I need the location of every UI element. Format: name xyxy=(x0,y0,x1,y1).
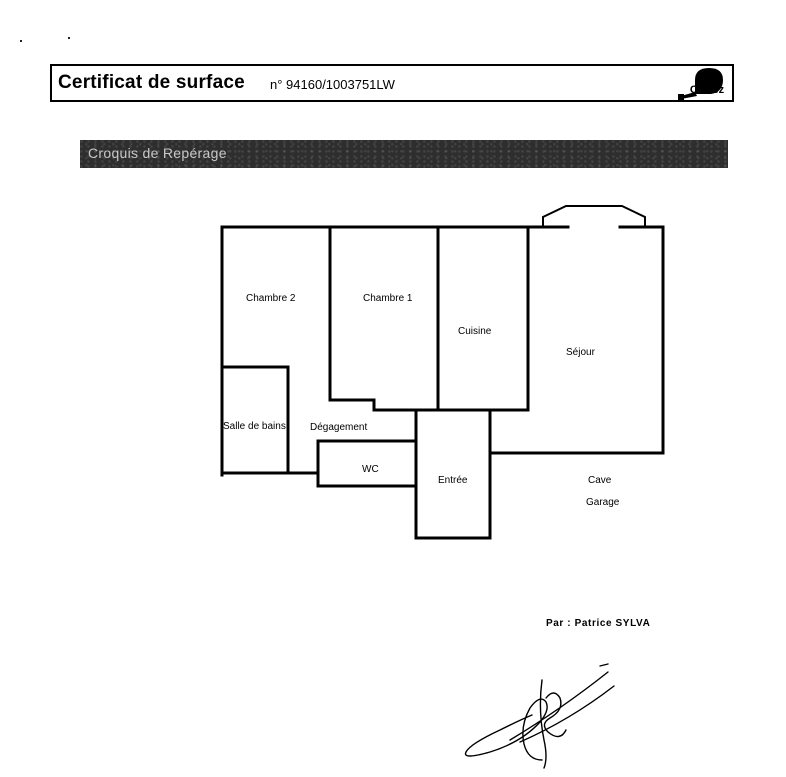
room-degagement: Dégagement xyxy=(310,422,368,433)
bay-window xyxy=(543,206,645,227)
wall-sejour xyxy=(490,227,663,453)
author-line: Par : Patrice SYLVA xyxy=(546,618,651,629)
room-chambre-2: Chambre 2 xyxy=(246,293,296,304)
wall-outer-left xyxy=(222,227,528,475)
room-salle-de-bains: Salle de bains xyxy=(223,421,286,432)
room-sejour: Séjour xyxy=(566,347,595,358)
room-cave: Cave xyxy=(588,475,612,486)
room-cuisine: Cuisine xyxy=(458,326,492,337)
wall-salle-de-bains xyxy=(222,367,288,473)
section-title: Croquis de Repérage xyxy=(88,145,227,161)
room-garage: Garage xyxy=(586,497,620,508)
wall-entree xyxy=(416,410,490,538)
certificate-number: n° 94160/1003751LW xyxy=(270,77,395,92)
room-chambre-1: Chambre 1 xyxy=(363,293,413,304)
logo-line-1: Loi xyxy=(698,70,716,82)
wall-chambre-bottom xyxy=(330,400,528,410)
document-title: Certificat de surface xyxy=(58,72,245,93)
handwritten-signature xyxy=(450,660,620,775)
wall-degagement xyxy=(288,441,416,473)
logo-line-2: Carrez xyxy=(689,84,725,96)
room-wc: WC xyxy=(362,464,379,475)
room-entree: Entrée xyxy=(438,475,468,486)
